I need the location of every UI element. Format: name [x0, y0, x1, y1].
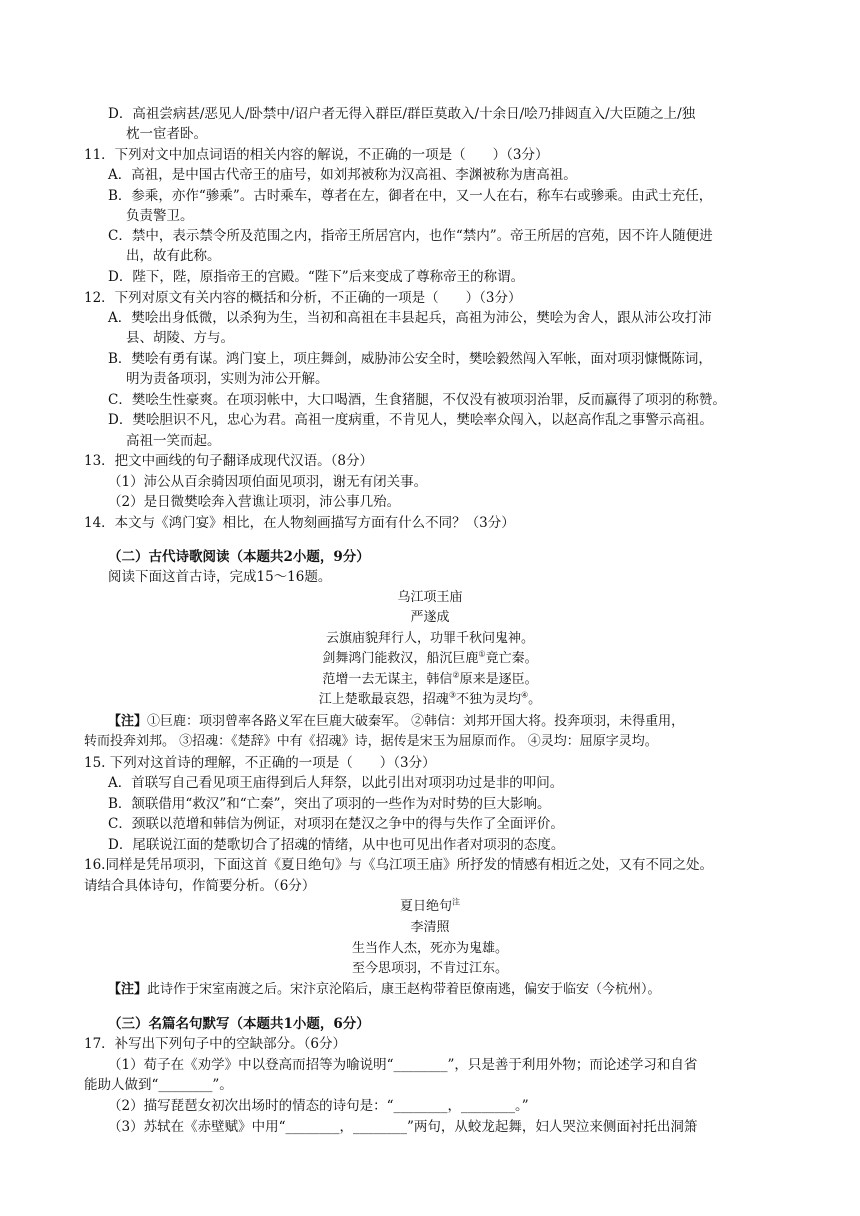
poem2-title [0, 897, 860, 917]
q17-item-3: （3）苏轼在《赤壁赋》中用“________，________”两句，从蛟龙起舞，妇人哭泣来侧面衬托出洞箫 [108, 1119, 698, 1135]
q10-option-d-line1: D．高祖尝病甚/恶见人/卧禁中/诏户者无得入群臣/群臣莫敢入/十余日/哙乃排闼直入/大臣随之上/独 [108, 106, 696, 122]
q12-option-d-line1: D．樊哙胆识不凡，忠心为君。高祖一度病重，不肯见人，樊哙率众闯入，以赵高作乱之事警示高祖。 [108, 412, 713, 428]
poem-line-1: 云旗庙貌拜行人，功罪千秋问鬼神。 [325, 631, 534, 646]
poem2-note [108, 980, 661, 1000]
footnote-mark-3: ③ [448, 690, 456, 700]
q17-item-2: （2）描写琵琶女初次出场时的情态的诗句是：“________，________。” [108, 1098, 529, 1114]
footnote-mark-1: ① [478, 649, 486, 659]
poem2-note-text: 此诗作于宋室南渡之后。宋汴京沦陷后，康王赵构带着臣僚南逃，偏安于临安（今杭州）。 [147, 982, 661, 997]
poem2-author: 李清照 [410, 920, 450, 935]
poem-note-line1 [108, 712, 684, 732]
poem-author: 严遂成 [410, 610, 450, 625]
q13-stem: 13．把文中画线的句子翻译成现代汉语。（8分） [84, 453, 374, 469]
poem-title: 乌江项王庙 [397, 590, 463, 605]
q12-option-a-line2: 县、胡陵、方与。 [126, 330, 234, 346]
q11-option-b-line1: B．参乘，亦作“骖乘”。古时乘车，尊者在左，御者在中，又一人在右，称车右或骖乘。由武士充任， [108, 188, 713, 204]
q13-sentence-2: （2）是日微樊哙奔入营谯让项羽，沛公事几殆。 [108, 494, 401, 510]
poem2-line-1: 生当作人杰，死亦为鬼雄。 [351, 941, 508, 956]
q11-option-c-line2: 出，故有此称。 [126, 248, 221, 264]
footnote-mark-2: ② [452, 670, 460, 680]
poem-line-3 [0, 670, 860, 690]
q12-option-b-line2: 明为责备项羽，实则为沛公开解。 [126, 371, 329, 387]
q12-option-c: C．樊哙生性豪爽。在项羽帐中，大口喝酒，生食猪腿，不仅没有被项羽治罪，反而赢得了项羽的称赞。 [108, 392, 726, 408]
q15-option-a: A．首联写自己看见项王庙得到后人拜祭，以此引出对项羽功过是非的叩问。 [108, 775, 564, 791]
poem-line-2 [0, 649, 860, 669]
section-2-heading: （二）古代诗歌阅读（本题共2小题，9分） [108, 549, 370, 565]
q17-item-1-line2: 能助人做到“________”。 [84, 1077, 233, 1093]
poem-line-4-a: 江上楚歌最哀怨，招魂 [318, 692, 449, 707]
q15-option-c: C．颈联以范增和韩信为例证，对项羽在楚汉之争中的得与失作了全面评价。 [108, 816, 564, 832]
q11-stem: 11．下列对文中加点词语的相关内容的解说，不正确的一项是（ ）（3分） [84, 147, 549, 163]
poem2-note-label: 【注】 [108, 982, 148, 997]
q17-item-1-line1: （1）荀子在《劝学》中以登高而招等为喻说明“________”，只是善于利用外物；而论述学习和自省 [108, 1057, 698, 1073]
poem-line-3-a: 范增一去无谋主，韩信 [322, 672, 453, 687]
q17-stem: 17．补写出下列句子中的空缺部分。（6分） [84, 1036, 347, 1052]
poem-line-2-a: 剑舞鸿门能救汉，船沉巨鹿 [322, 651, 479, 666]
footnote-mark-4: ④ [521, 690, 529, 700]
poem-line-2-b: 竟亡秦。 [485, 651, 538, 666]
poem2-title-note-mark: 注 [452, 897, 460, 907]
section-3-heading: （三）名篇名句默写（本题共1小题，6分） [108, 1016, 370, 1032]
q11-option-b-line2: 负责警卫。 [126, 208, 194, 224]
q11-option-d: D．陛下，陛，原指帝王的宫殿。“陛下”后来变成了尊称帝王的称谓。 [108, 269, 525, 285]
poem-line-4-c: 。 [528, 692, 542, 707]
poem-line-4-b: 不独为灵均 [455, 692, 521, 707]
poem2-title-text: 夏日绝句 [399, 899, 452, 914]
q15-stem: 15. 下列对这首诗的理解，不正确的一项是（ ）（3分） [84, 755, 436, 771]
poem-note-line2: 转而投奔刘邦。 ③招魂：《楚辞》中有《招魂》诗，据传是宋玉为屈原而作。 ④灵均：屈原字灵均。 [84, 734, 658, 749]
q16-stem-line1: 16.同样是凭吊项羽，下面这首《夏日绝句》与《乌江项王庙》所抒发的情感有相近之处，又有不同之处。 [84, 857, 713, 873]
poem-line-4 [0, 690, 860, 710]
poem-note-label: 【注】 [108, 714, 148, 729]
q13-sentence-1: （1）沛公从百余骑因项伯面见项羽，谢无有闭关事。 [108, 474, 428, 490]
q14-stem: 14．本文与《鸿门宴》相比，在人物刻画描写方面有什么不同？（3分） [84, 515, 515, 531]
q12-option-d-line2: 高祖一笑而起。 [126, 433, 221, 449]
q16-stem-line2: 请结合具体诗句，作简要分析。（6分） [84, 878, 316, 894]
q11-option-c-line1: C．禁中，表示禁令所及范围之内，指帝王所居宫内，也作“禁内”。帝王所居的宫苑，因不许人随便进 [108, 228, 713, 244]
q15-option-b: B．颔联借用“救汉”和“亡秦”，突出了项羽的一些作为对时势的巨大影响。 [108, 796, 551, 812]
q11-option-a: A．高祖，是中国古代帝王的庙号，如刘邦被称为汉高祖、李渊被称为唐高祖。 [108, 167, 577, 183]
poem2-line-2: 至今思项羽，不肯过江东。 [351, 961, 508, 976]
section-2-intro: 阅读下面这首古诗，完成15～16题。 [108, 569, 332, 585]
q12-option-a-line1: A．樊哙出身低微，以杀狗为生，当初和高祖在丰县起兵，高祖为沛公，樊哙为舍人，跟从沛公攻打沛 [108, 310, 712, 326]
q12-option-b-line1: B．樊哙有勇有谋。鸿门宴上，项庄舞剑，威胁沛公安全时，樊哙毅然闯入军帐，面对项羽慷慨陈词， [108, 351, 712, 367]
poem-note-text-1: ①巨鹿：项羽曾率各路义军在巨鹿大破秦军。 ②韩信：刘邦开国大将。投奔项羽，未得重用， [147, 714, 685, 729]
poem-line-3-b: 原来是逐臣。 [459, 672, 538, 687]
q15-option-d: D．尾联说江面的楚歌切合了招魂的情绪，从中也可见出作者对项羽的态度。 [108, 837, 565, 853]
q10-option-d-line2: 枕一宦者卧。 [126, 126, 207, 142]
q12-stem: 12．下列对原文有关内容的概括和分析，不正确的一项是（ ）（3分） [84, 290, 522, 306]
